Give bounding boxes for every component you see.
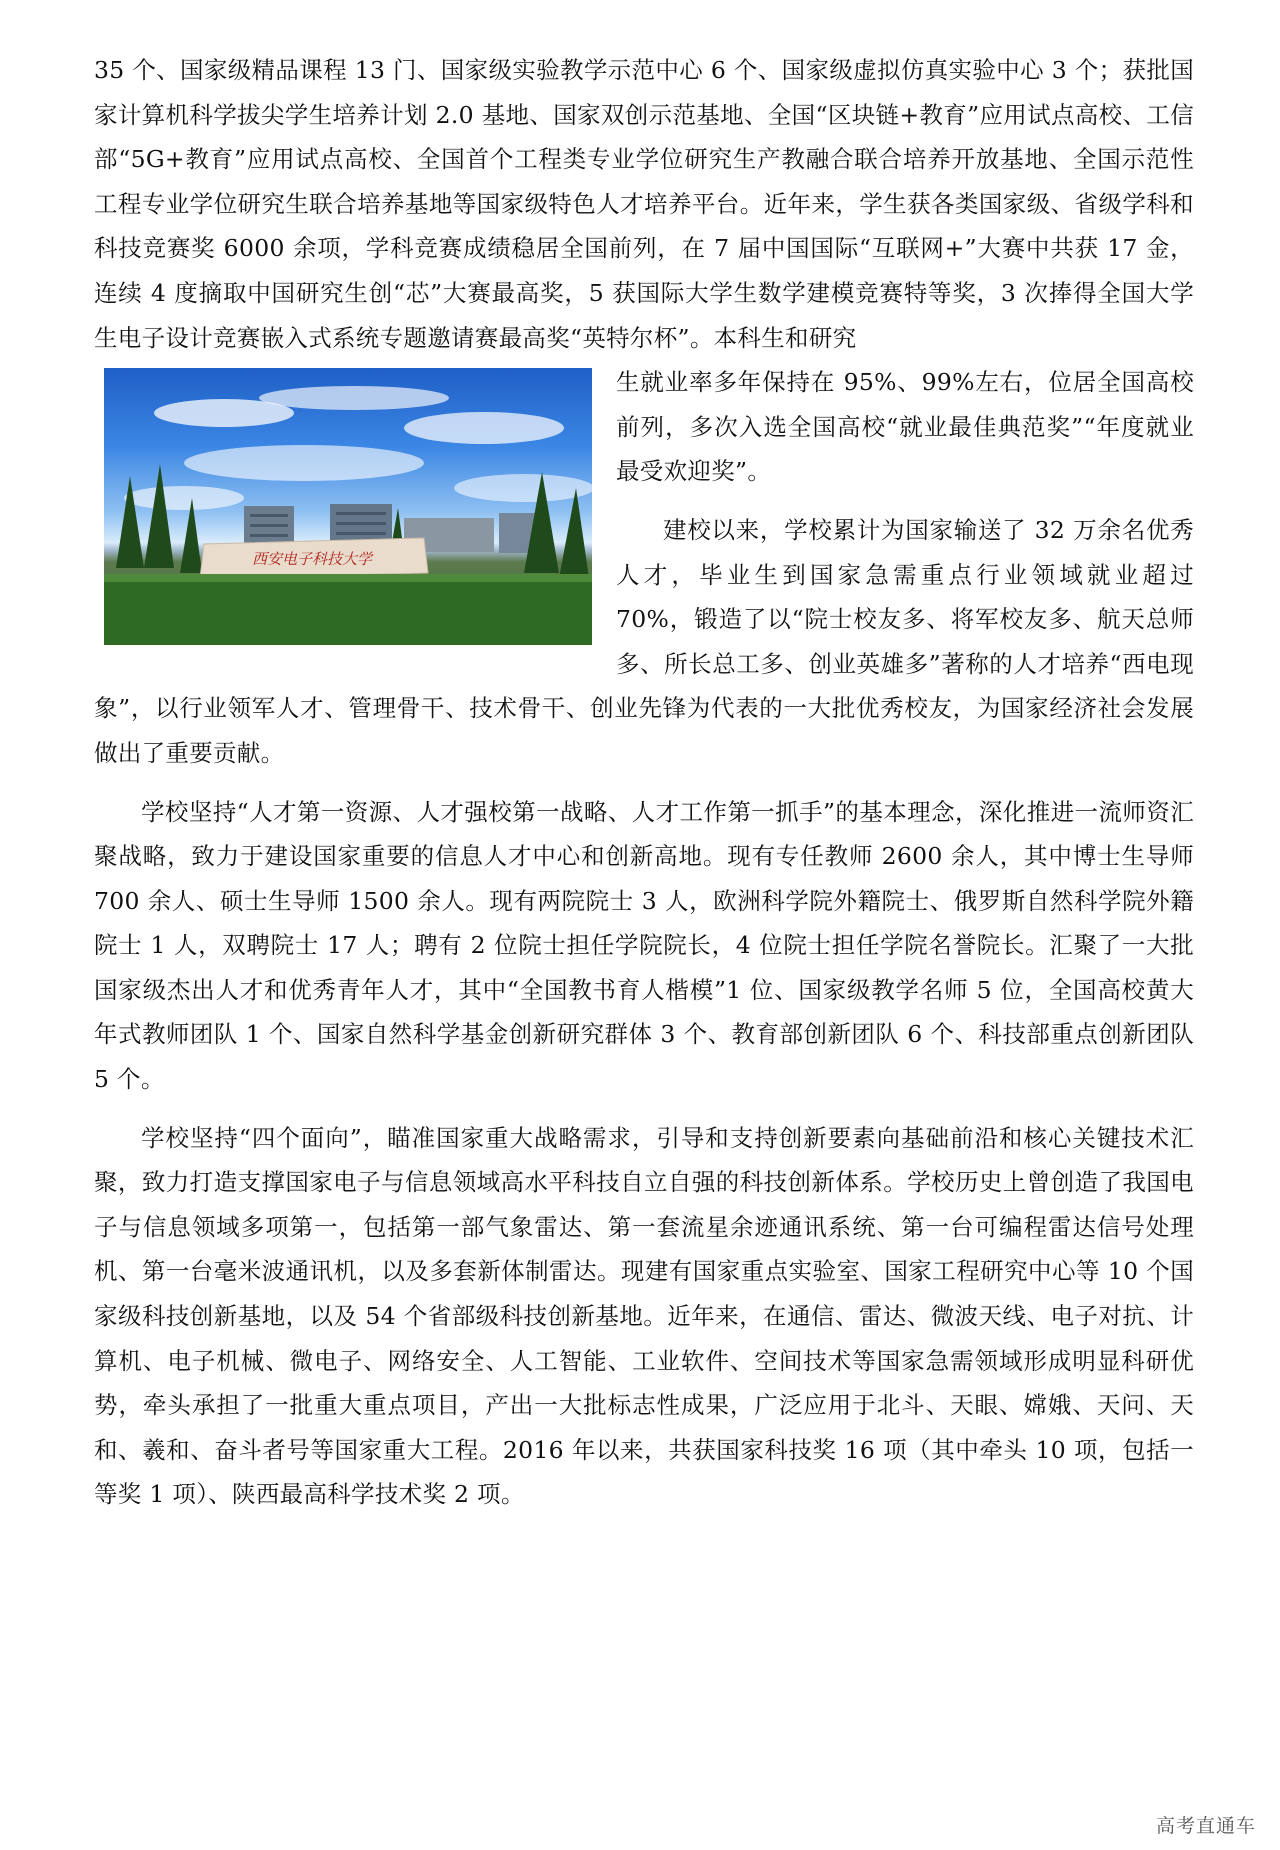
svg-text:西安电子科技大学: 西安电子科技大学 [251,550,373,569]
watermark: 高考直通车 [1155,1815,1256,1837]
paragraph-employment: 生就业率多年保持在 95%、99%左右，位居全国高校前列，多次入选全国高校“就业最佳典范奖”“年度就业最受欢迎奖”。 [616,368,1194,486]
paragraph-faculty: 学校坚持“人才第一资源、人才强校第一战略、人才工作第一抓手”的基本理念，深化推进一流师资汇聚战略，致力于建设国家重要的信息人才中心和创新高地。现有专任教师 2600 余人，其中博士生导师 700 余人、硕士生导师 1500 余人。现有两院院士 3 人，欧洲科学院外籍院士、俄罗斯自然科学院外籍院士 1 人，双聘院士 17 人；聘有 2 位院士担任学院院长，4 位院士担任学院名誉院长。汇聚了一大批国家级杰出人才和优秀青年人才，其中“全国教书育人楷模”1 位、国家级教学名师 5 位，全国高校黄大年式教师团队 1 个、国家自然科学基金创新研究群体 3 个、教育部创新团队 6 个、科技部重点创新团队 5 个。 [94,797,1194,1094]
document-page [94,48,1194,1517]
paragraph-research: 学校坚持“四个面向”，瞄准国家重大战略需求，引导和支持创新要素向基础前沿和核心关键技术汇聚，致力打造支撑国家电子与信息领域高水平科技自立自强的科技创新体系。学校历史上曾创造了我国电子与信息领域多项第一，包括第一部气象雷达、第一套流星余迹通讯系统、第一台可编程雷达信号处理机、第一台毫米波通讯机，以及多套新体制雷达。现建有国家重点实验室、国家工程研究中心等 10 个国家级科技创新基地，以及 54 个省部级科技创新基地。近年来，在通信、雷达、微波天线、电子对抗、计算机、电子机械、微电子、网络安全、人工智能、工业软件、空间技术等国家急需领域形成明显科研优势，牵头承担了一批重大重点项目，产出一大批标志性成果，广泛应用于北斗、天眼、嫦娥、天问、天和、羲和、奋斗者号等国家重大工程。2016 年以来，共获国家科技奖 16 项（其中牵头 10 项，包括一等奖 1 项）、陕西最高科学技术奖 2 项。 [94,1123,1194,1509]
paragraph-talent-training-start: 35 个、国家级精品课程 13 门、国家级实验教学示范中心 6 个、国家级虚拟仿真实验中心 3 个；获批国家计算机科学拔尖学生培养计划 2.0 基地、国家双创示范基地、全国“区块链+教育”应用试点高校、工信部“5G+教育”应用试点高校、全国首个工程类专业学位研究生产教融合联合培养开放基地、全国示范性工程专业学位研究生联合培养基地等国家级特色人才培养平台。近年来，学生获各类国家级、省级学科和科技竞赛奖 6000 余项，学科竞赛成绩稳居全国前列，在 7 届中国国际“互联网+”大赛中共获 17 金，连续 4 度摘取中国研究生创“芯”大赛最高奖，5 获国际大学生数学建模竞赛特等奖，3 次捧得全国大学生电子设计竞赛嵌入式系统专题邀请赛最高奖“英特尔杯”。本科生和研究 [94,56,1194,352]
campus-photo-icon [104,368,592,645]
paragraph-alumni: 建校以来，学校累计为国家输送了 32 万余名优秀人才，毕业生到国家急需重点行业领域就业超过 70%，锻造了以“院士校友多、将军校友多、航天总师多、所长总工多、创业英雄多”著称的人才培养“西电现象”，以行业领军人才、管理骨干、技术骨干、创业先锋为代表的一大批优秀校友，为国家经济社会发展做出了重要贡献。 [94,515,1194,767]
campus-photo [104,368,592,645]
